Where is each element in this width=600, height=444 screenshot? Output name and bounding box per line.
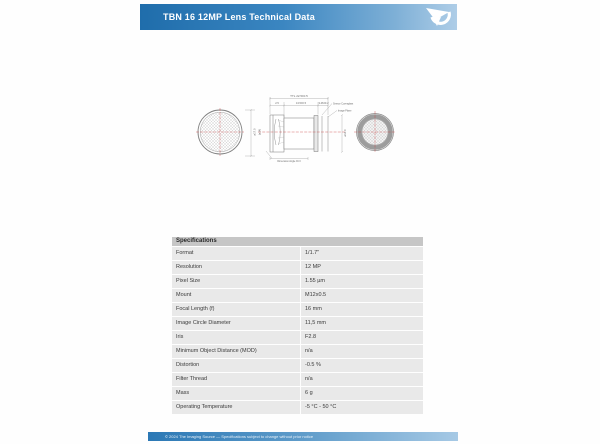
spec-label: Image Circle Diameter [172,317,300,330]
spec-label: Mount [172,289,300,302]
spec-value: n/a [301,373,423,386]
table-row [172,317,423,330]
dim-back-focal-label: 3.46±0.2 [318,102,329,106]
back-diameter-label: ø14.0 [342,129,347,137]
table-row [172,247,423,260]
front-inner-diameter-label: (ø14) [258,128,262,136]
spec-label: Mass [172,387,300,400]
front-diameter-label: ø17.0 [252,128,257,136]
image-plane-callout: Image Plane [338,109,352,113]
table-row [172,261,423,274]
page-title: TBN 16 12MP Lens Technical Data [163,12,315,22]
spec-label: Resolution [172,261,300,274]
drawing-note: Dimension Angle ±0.3 [277,160,301,163]
spec-label: Focal Length (f) [172,303,300,316]
table-row [172,331,423,344]
table-row [172,345,423,358]
dim-body-label: 13.5±0.5 [295,102,307,106]
lens-back-view [354,111,396,153]
spec-value: -0.5 % [301,359,423,372]
footer-copyright: © 2024 The Imaging Source — Specifications subject to change without prior notice [165,434,314,439]
table-row [172,373,423,386]
table-row [172,289,423,302]
spec-value: F2.8 [301,331,423,344]
table-row [172,401,423,414]
spec-label: Filter Thread [172,373,300,386]
spec-value: 12 MP [301,261,423,274]
spec-label: Pixel Size [172,275,300,288]
lens-side-view [258,115,345,152]
spec-value: 6 g [301,387,423,400]
table-row [172,387,423,400]
footer-bar [148,432,458,441]
spec-value: 1.55 µm [301,275,423,288]
spec-label: Format [172,247,300,260]
lens-technical-drawing [195,72,400,172]
dim-front-label: 2.5 [275,102,279,106]
dim-total-label: TTL 22.5±0.5 [290,94,308,98]
spec-value: 1/1.7" [301,247,423,260]
lens-front-view [196,108,244,156]
specifications-table [172,237,423,414]
spec-value: 11,5 mm [301,317,423,330]
spec-label: Distortion [172,359,300,372]
table-row [172,359,423,372]
spec-value: -5 °C - 50 °C [301,401,423,414]
coverglass-callout: Sensor Coverglass [333,102,354,106]
spec-label: Operating Temperature [172,401,300,414]
header-bar [140,4,457,30]
spec-label: Iris [172,331,300,344]
table-title: Specifications [172,237,423,246]
table-row [172,303,423,316]
table-row [172,275,423,288]
spec-value: M12x0.5 [301,289,423,302]
spec-label: Minimum Object Distance (MOD) [172,345,300,358]
spec-value: 16 mm [301,303,423,316]
imaging-source-logo-icon [420,5,454,29]
spec-value: n/a [301,345,423,358]
